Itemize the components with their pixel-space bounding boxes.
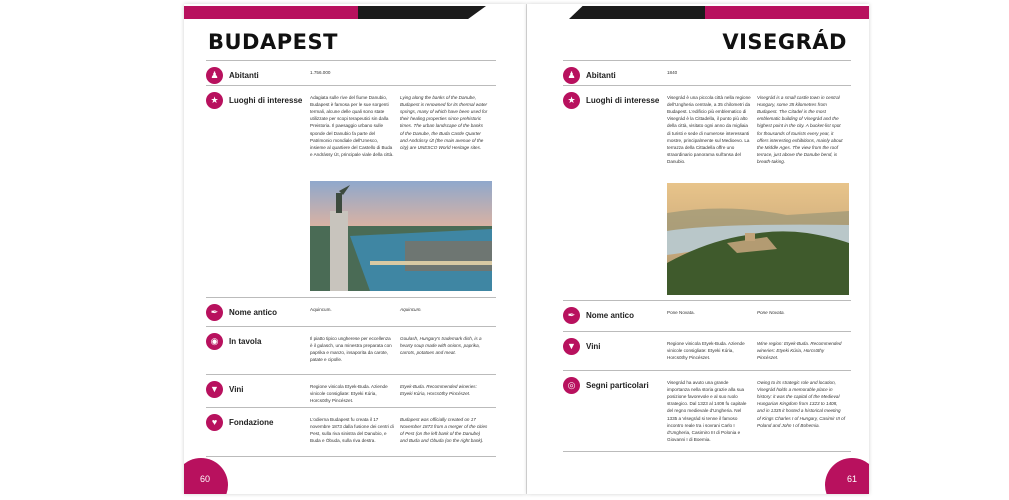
wine-glass-icon: ▼ <box>563 338 580 355</box>
page-right <box>527 4 869 494</box>
star-icon: ★ <box>563 92 580 109</box>
header-stripe-magenta <box>184 6 358 19</box>
row-nome-antico: ✒ Nome antico Aquincum. Aquincum. <box>206 297 496 326</box>
row-luoghi: ★ Luoghi di interesse Visegrád è una piccola città nella regione dell'Ungheria centrale, a 35 chilometri da Budapest. L'edificio più emblematico di Visegrád è la Cittadella, il punto più alto della città, visitato ogni anno da migliaia di turisti e sede di numerose interessanti mostre, principalmente sul Medioevo. La terrazza della Cittadella offre uno straordinario panorama sull'ansa del Danubio. Visegrád is a small castle town in central Hungary, some 35 kilometres from Budapest. The Citadel is the most emblematic building of Visegrád and the highest point in the city. A bucket-list spot for thousands of tourists every year, it offers interesting exhibitions, mainly about the Middle Ages. The view from the roof terrace, just above the Danube bend, is breath-taking. <box>563 85 851 299</box>
visegrad-photo <box>667 183 849 295</box>
fingerprint-icon: ◎ <box>563 377 580 394</box>
row-abitanti: ♟ Abitanti 1.756.000 <box>206 60 496 85</box>
row-abitanti: ♟ Abitanti 1840 <box>563 60 851 85</box>
header-stripe-black <box>358 6 486 19</box>
people-icon: ♟ <box>563 67 580 84</box>
page-number: 60 <box>184 458 228 494</box>
page-title: VISEGRÁD <box>722 30 847 54</box>
row-fondazione: ♥ Fondazione L'odierna Budapest fu creata il 17 novembre 1873 dalla fusione dei centri di Pest, sulla riva sinistra del Danubio, e Buda e Óbuda, sulla riva destra. Budapest was officially created on 17 November 1873 from a merger of the cities of Pest (on the left bank of the Danube) and Buda and Óbuda (on the right bank). <box>206 407 496 457</box>
row-vini: ▼ Vini Regione vinicola Etyek-Buda. Aziende vinicole consigliate: Etyeki Kúria, Horcsöthy Pincészet. Etyek-Buda. Recommended wineries: Etyeki Kúria, Horcsöthy Pincészet. <box>206 374 496 407</box>
quill-icon: ✒ <box>563 307 580 324</box>
heart-icon: ♥ <box>206 414 223 431</box>
people-icon: ♟ <box>206 67 223 84</box>
page-title: BUDAPEST <box>208 30 338 54</box>
header-stripe-magenta <box>705 6 869 19</box>
budapest-photo <box>310 181 492 291</box>
row-vini: ▼ Vini Regione vinicola Etyek-Buda. Aziende vinicole consigliate: Etyeki Kúria, Horcsöthy Pincészet. Wine region: Etyek-Buda. Recommended wineries: Etyeki Kúria, Horcsöthy Pincészet. <box>563 331 851 370</box>
quill-icon: ✒ <box>206 304 223 321</box>
row-segni-particolari: ◎ Segni particolari Visegrád ha avuto una grande importanza nella storia grazie alla sua posizione favorevole e al suo ruolo strategico. Dal 1323 al 1408 fu capitale del regno medievale d'Ungheria. Nel 1335 a Visegrád si tenne il famoso incontro reale tra i sovrani Carlo I d'Ungheria, Casimiro III di Polonia e Giovanni I di Boemia. Owing to its strategic role and location, Visegrád holds a memorable place in history: it was the capital of the Medieval Hungarian Kingdom from 1323 to 1408, and in 1335 it hosted a historical meeting of Kings Charles I of Hungary, Casimir III of Poland and John I of Bohemia. <box>563 370 851 452</box>
plate-icon: ◉ <box>206 333 223 350</box>
page-number: 61 <box>825 458 869 494</box>
row-in-tavola: ◉ In tavola Il piatto tipico ungherese per eccellenza è il gulasch, una minestra preparata con paprika e manzo, insaporita da carote, patate e cipolle. Goulash, Hungary's trademark dish, is a hearty soup made with onions, paprika, carrots, potatoes and meat. <box>206 326 496 374</box>
page-left <box>184 4 526 494</box>
header-stripe-black <box>569 6 705 19</box>
row-nome-antico: ✒ Nome antico Pone Novata. Pone Novata. <box>563 300 851 331</box>
star-icon: ★ <box>206 92 223 109</box>
wine-glass-icon: ▼ <box>206 381 223 398</box>
row-luoghi: ★ Luoghi di interesse Adagiata sulle rive del fiume Danubio, Budapest è famosa per le sue sorgenti termali, alcune delle quali sono state utilizzate per scopi terapeutici sin dalla Preistoria. Il paesaggio urbano sulle sponde del Danubio fa parte del Patrimonio mondiale dell'Unesco, insieme al quartiere del Castello di Buda e Andrássy Út, principale viale della città. Lying along the banks of the Danube, Budapest is renowned for its thermal water springs, many of which have been used for their healing properties since prehistoric times. The urban landscape of the banks of the Danube, the Buda Castle Quarter and Andrássy Út (the main avenue of the city) are UNESCO World Heritage sites. <box>206 85 496 296</box>
